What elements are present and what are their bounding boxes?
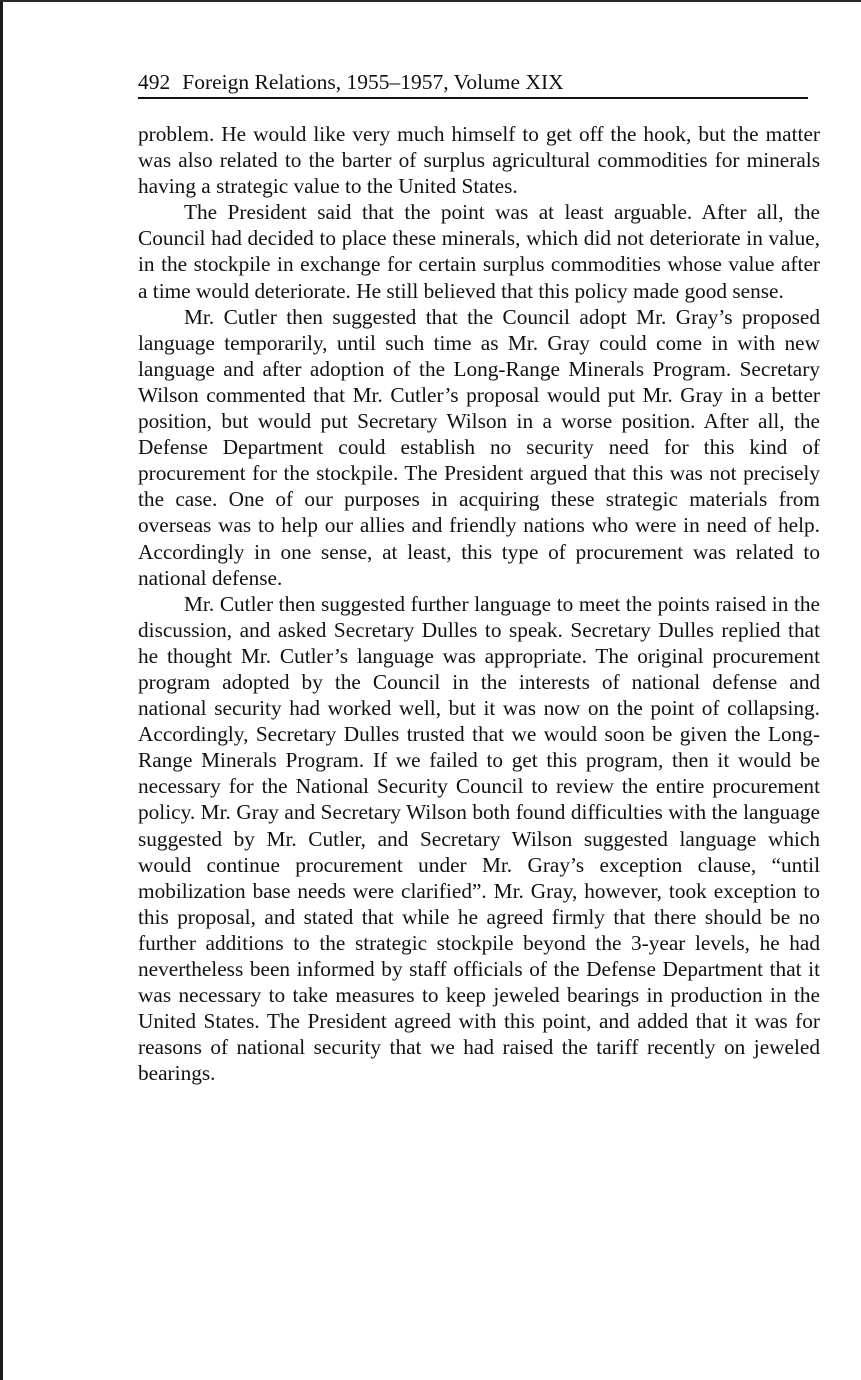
page-edge-left <box>0 0 3 1380</box>
document-body <box>138 121 820 1086</box>
paragraph-cutler-suggestion: Mr. Cutler then suggested that the Council adopt Mr. Gray’s proposed language temporarily, until such time as Mr. Gray could come in with new language and after adoption of the Long-Range Minerals Program. Secretary Wilson commented that Mr. Cutler’s proposal would put Mr. Gray in a better position, but would put Secretary Wilson in a worse position. After all, the Defense Department could establish no security need for this kind of procurement for the stockpile. The President argued that this was not precisely the case. One of our purposes in acquiring these strategic materials from overseas was to help our allies and friendly nations who were in need of help. Accordingly in one sense, at least, this type of procurement was related to national defense. <box>138 304 820 590</box>
page-number: 492 <box>138 70 171 94</box>
page-edge-top <box>0 0 861 2</box>
header-title: Foreign Relations, 1955–1957, Volume XIX <box>182 70 564 94</box>
running-header <box>138 68 808 99</box>
paragraph-continued: problem. He would like very much himself to get off the hook, but the matter was also related to the barter of surplus agricultural commodities for minerals having a strategic value to the United States. <box>138 122 820 199</box>
paragraph-president-arguable: The President said that the point was at least arguable. After all, the Council had decided to place these minerals, which did not deteriorate in value, in the stockpile in exchange for certain surplus commodities whose value after a time would deteriorate. He still believed that this policy made good sense. <box>138 200 820 303</box>
paragraph-further-language: Mr. Cutler then suggested further language to meet the points raised in the discussion, and asked Secretary Dulles to speak. Secretary Dulles replied that he thought Mr. Cutler’s language was appropriate. The original procurement program adopted by the Council in the interests of national defense and national security had worked well, but it was now on the point of collapsing. Accordingly, Secretary Dulles trusted that we would soon be given the Long-Range Minerals Program. If we failed to get this program, then it would be necessary for the National Security Council to review the entire procurement policy. Mr. Gray and Secretary Wilson both found difficulties with the language suggested by Mr. Cutler, and Secretary Wilson suggested language which would continue procurement under Mr. Gray’s exception clause, “until mobilization base needs were clarified”. Mr. Gray, however, took exception to this proposal, and stated that while he agreed firmly that there should be no further additions to the strategic stockpile beyond the 3-year levels, he had nevertheless been informed by staff officials of the Defense Department that it was necessary to take measures to keep jeweled bearings in production in the United States. The President agreed with this point, and added that it was for reasons of national security that we had raised the tariff recently on jeweled bearings. <box>138 591 820 1086</box>
